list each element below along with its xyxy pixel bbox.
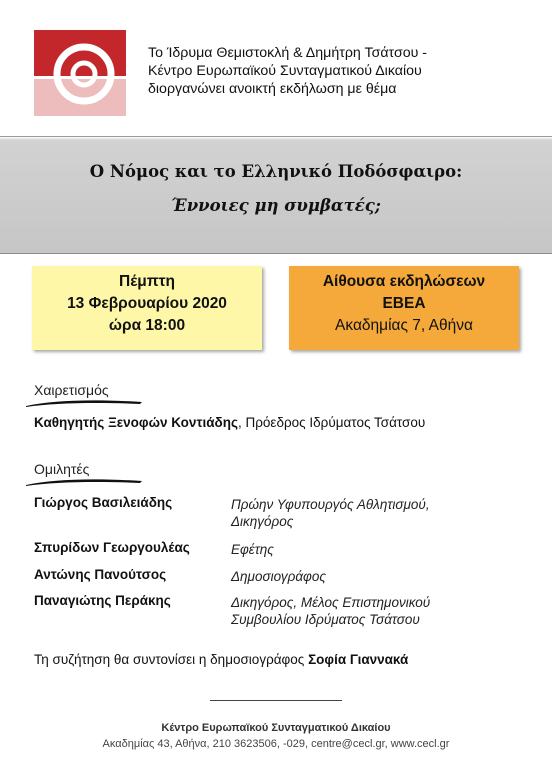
moderator-line: [34, 652, 408, 667]
speaker-name: Σπυρίδων Γεωργουλέας: [34, 540, 190, 555]
moderator-text: Τη συζήτηση θα συντονίσει η δημοσιογράφος: [34, 652, 309, 667]
footer-divider: [210, 700, 342, 701]
event-subtitle: Έννοιες μη συμβατές;: [171, 196, 381, 215]
greeting-speaker-name: Καθηγητής Ξενοφών Κοντιάδης: [34, 415, 238, 430]
event-date: 13 Φεβρουαρίου 2020: [67, 295, 227, 312]
speaker-name: Παναγιώτης Περάκης: [34, 593, 171, 608]
speaker-name: Αντώνης Πανούτσος: [34, 567, 167, 582]
speaker-role: [231, 496, 531, 530]
brush-underline-icon: [24, 477, 144, 487]
speaker-role-line: Πρώην Υφυπουργός Αθλητισμού,: [231, 497, 430, 512]
footer-contact: Ακαδημίας 43, Αθήνα, 210 3623506, -029, centre@cecl.gr, www.cecl.gr: [102, 738, 450, 750]
greeting-row: [34, 415, 425, 430]
speaker-name: Γιώργος Βασιλειάδης: [34, 495, 173, 510]
foundation-logo-icon: [34, 30, 126, 116]
date-box: [32, 266, 262, 350]
speaker-role-line: Εφέτης: [231, 542, 274, 557]
venue-box: [289, 266, 519, 350]
venue-address: Ακαδημίας 7, Αθήνα: [335, 317, 473, 334]
venue-name: ΕΒΕΑ: [382, 295, 426, 312]
footer-organization: Κέντρο Ευρωπαϊκού Συνταγματικού Δικαίου: [161, 722, 391, 734]
event-time: ώρα 18:00: [108, 317, 186, 334]
moderator-name: Σοφία Γιαννακά: [308, 652, 409, 667]
speaker-role: [231, 568, 531, 585]
speaker-role: [231, 541, 531, 558]
event-title-line-2: [0, 196, 552, 215]
speakers-heading: Ομιλητές: [34, 461, 90, 477]
intro-line: διοργανώνει ανοικτή εκδήλωση με θέμα: [148, 81, 397, 97]
intro-line: Κέντρο Ευρωπαϊκού Συνταγματικού Δικαίου: [148, 63, 422, 79]
event-title-line-1: Ο Νόμος και το Ελληνικό Ποδόσφαιρο:: [89, 162, 463, 181]
brush-underline-icon: [24, 398, 144, 408]
speaker-role-line: Δημοσιογράφος: [231, 569, 326, 584]
speaker-role-line: Δικηγόρος: [231, 514, 294, 529]
event-day: Πέμπτη: [119, 273, 175, 290]
speaker-role-line: Συμβουλίου Ιδρύματος Τσάτσου: [231, 612, 420, 627]
speaker-role-line: Δικηγόρος, Μέλος Επιστημονικού: [231, 595, 431, 610]
greeting-heading: Χαιρετισμός: [34, 382, 109, 398]
speaker-role: [231, 594, 531, 628]
venue-hall: Αίθουσα εκδηλώσεων: [322, 273, 486, 290]
logo-divider: [34, 76, 126, 79]
intro-line: Το Ίδρυμα Θεμιστοκλή & Δημήτρη Τσάτσου -: [148, 45, 428, 61]
title-band: [0, 136, 552, 254]
greeting-speaker-role: , Πρόεδρος Ιδρύματος Τσάτσου: [237, 415, 426, 430]
intro-text: [148, 44, 544, 98]
